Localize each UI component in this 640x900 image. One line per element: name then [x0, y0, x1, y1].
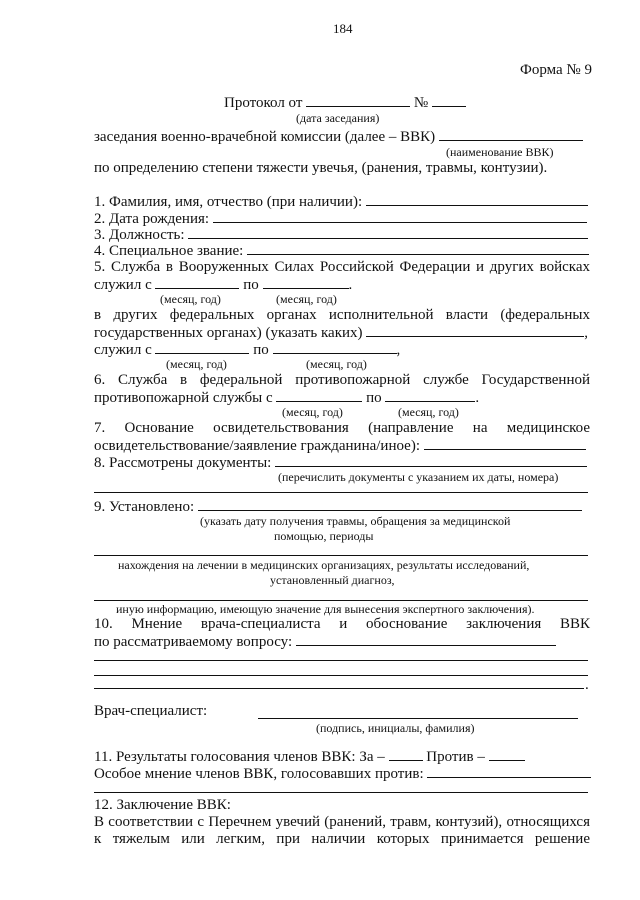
- established-line-3[interactable]: [94, 600, 588, 601]
- served-from-2-label: служил с: [94, 342, 152, 358]
- served-from-field[interactable]: [155, 276, 239, 289]
- item-6-line-2: противопожарной службы с по .: [94, 390, 480, 406]
- item-7-line-1: 7. Основание освидетельствования (направление на медицинское: [94, 420, 590, 436]
- signature-caption: (подпись, инициалы, фамилия): [316, 721, 475, 735]
- position-field[interactable]: [188, 226, 588, 239]
- fire-service-to-caption: (месяц, год): [398, 405, 459, 419]
- item-11-line-2: [94, 765, 591, 783]
- vvk-caption: (наименование ВВК): [446, 145, 554, 159]
- item-5-line-4: государственных органах) (указать каких) ,: [94, 325, 589, 341]
- dissent-line-2[interactable]: [94, 792, 588, 793]
- served-to-field[interactable]: [263, 276, 349, 289]
- meeting-line: [94, 128, 583, 146]
- item-4: [94, 242, 589, 260]
- opinion-line-2[interactable]: [94, 660, 588, 661]
- fire-service-to-field[interactable]: [385, 389, 475, 402]
- basis-label: освидетельствование/заявление гражданина/иное):: [94, 438, 420, 454]
- item-4-label: 4. Специальное звание:: [94, 243, 244, 259]
- item-11: [94, 748, 525, 766]
- full-name-field[interactable]: [366, 193, 588, 206]
- item-9-caption-1: (указать дату получения травмы, обращения за медицинской: [200, 514, 511, 528]
- item-9-caption-2: помощью, периоды: [274, 529, 374, 543]
- protocol-title: [224, 94, 466, 112]
- served-to-2-field[interactable]: [273, 341, 397, 354]
- served-from-label: служил с: [94, 277, 152, 293]
- documents-line-2[interactable]: [94, 492, 588, 493]
- served-from-2-field[interactable]: [155, 341, 249, 354]
- item-7-line-2: [94, 437, 586, 455]
- opinion-field[interactable]: [296, 633, 556, 646]
- votes-against-label: Против –: [426, 749, 485, 765]
- documents-label: 8. Рассмотрены документы:: [94, 455, 272, 471]
- fire-service-to-label: по: [366, 390, 382, 406]
- item-12-line-1: В соответствии с Перечнем увечий (ранений, травм, контузий), относящихся: [94, 814, 590, 830]
- other-bodies-label: государственных органах) (указать каких): [94, 325, 363, 341]
- date-caption: (дата заседания): [296, 111, 380, 125]
- protocol-prefix: Протокол от: [224, 95, 303, 111]
- item-12-line-2: к тяжелым или легким, при наличии которых принимается решение: [94, 831, 590, 847]
- item-9-caption-5: иную информацию, имеющую значение для вынесения экспертного заключения).: [116, 602, 535, 616]
- basis-field[interactable]: [424, 437, 586, 450]
- signature-line[interactable]: [258, 718, 578, 719]
- served-from-2-caption: (месяц, год): [166, 357, 227, 371]
- opinion-period: .: [585, 677, 589, 693]
- item-9-caption-4: установленный диагноз,: [270, 573, 395, 587]
- number-sign: №: [413, 95, 429, 111]
- item-5-served-2: служил с по ,: [94, 342, 401, 358]
- fire-service-from-label: противопожарной службы с: [94, 390, 273, 406]
- fire-service-from-caption: (месяц, год): [282, 405, 343, 419]
- served-to-2-label: по: [253, 342, 269, 358]
- item-3-label: 3. Должность:: [94, 227, 185, 243]
- served-to-caption: (месяц, год): [276, 292, 337, 306]
- item-6-line-1: 6. Служба в федеральной противопожарной службе Государственной: [94, 372, 590, 388]
- item-1-label: 1. Фамилия, имя, отчество (при наличии):: [94, 194, 363, 210]
- fire-service-from-field[interactable]: [276, 389, 362, 402]
- date-field[interactable]: [306, 94, 410, 107]
- item-1: [94, 193, 588, 211]
- served-from-caption: (месяц, год): [160, 292, 221, 306]
- established-label: 9. Установлено:: [94, 499, 195, 515]
- opinion-line-4[interactable]: [94, 688, 584, 689]
- item-5-line-3: в других федеральных органах исполнительной власти (федеральных: [94, 307, 590, 323]
- rank-field[interactable]: [247, 242, 589, 255]
- vvk-name-field[interactable]: [439, 128, 583, 141]
- item-12: 12. Заключение ВВК:: [94, 797, 231, 813]
- item-10-line-1: 10. Мнение врача-специалиста и обоснование заключения ВВК: [94, 616, 590, 632]
- votes-for-field[interactable]: [389, 748, 423, 761]
- item-5-served: служил с по .: [94, 277, 353, 293]
- item-2-label: 2. Дата рождения:: [94, 211, 210, 227]
- item-8-caption: (перечислить документы с указанием их даты, номера): [278, 470, 559, 484]
- number-field[interactable]: [432, 94, 466, 107]
- item-9-caption-3: нахождения на лечении в медицинских организациях, результаты исследований,: [118, 558, 530, 572]
- page-number: 184: [333, 21, 353, 36]
- form-label: Форма № 9: [520, 62, 592, 78]
- documents-field[interactable]: [275, 454, 587, 467]
- dissent-field[interactable]: [427, 765, 591, 778]
- served-to-2-caption: (месяц, год): [306, 357, 367, 371]
- served-to-label: по: [243, 277, 259, 293]
- opinion-label: по рассматриваемому вопросу:: [94, 634, 293, 650]
- other-bodies-field[interactable]: [366, 324, 584, 337]
- item-10-line-2: [94, 633, 556, 651]
- votes-against-field[interactable]: [489, 748, 525, 761]
- opinion-line-3[interactable]: [94, 675, 588, 676]
- dissent-label: Особое мнение членов ВВК, голосовавших против:: [94, 766, 424, 782]
- purpose-line: по определению степени тяжести увечья, (ранения, травмы, контузии).: [94, 160, 548, 176]
- birth-date-field[interactable]: [213, 210, 587, 223]
- meeting-text: заседания военно-врачебной комиссии (далее – ВВК): [94, 129, 436, 145]
- doctor-label: Врач-специалист:: [94, 703, 208, 719]
- votes-for-label: 11. Результаты голосования членов ВВК: За –: [94, 749, 385, 765]
- item-5-line-1: 5. Служба в Вооруженных Силах Российской Федерации и других войсках: [94, 259, 590, 275]
- established-field[interactable]: [198, 498, 582, 511]
- established-line-2[interactable]: [94, 555, 588, 556]
